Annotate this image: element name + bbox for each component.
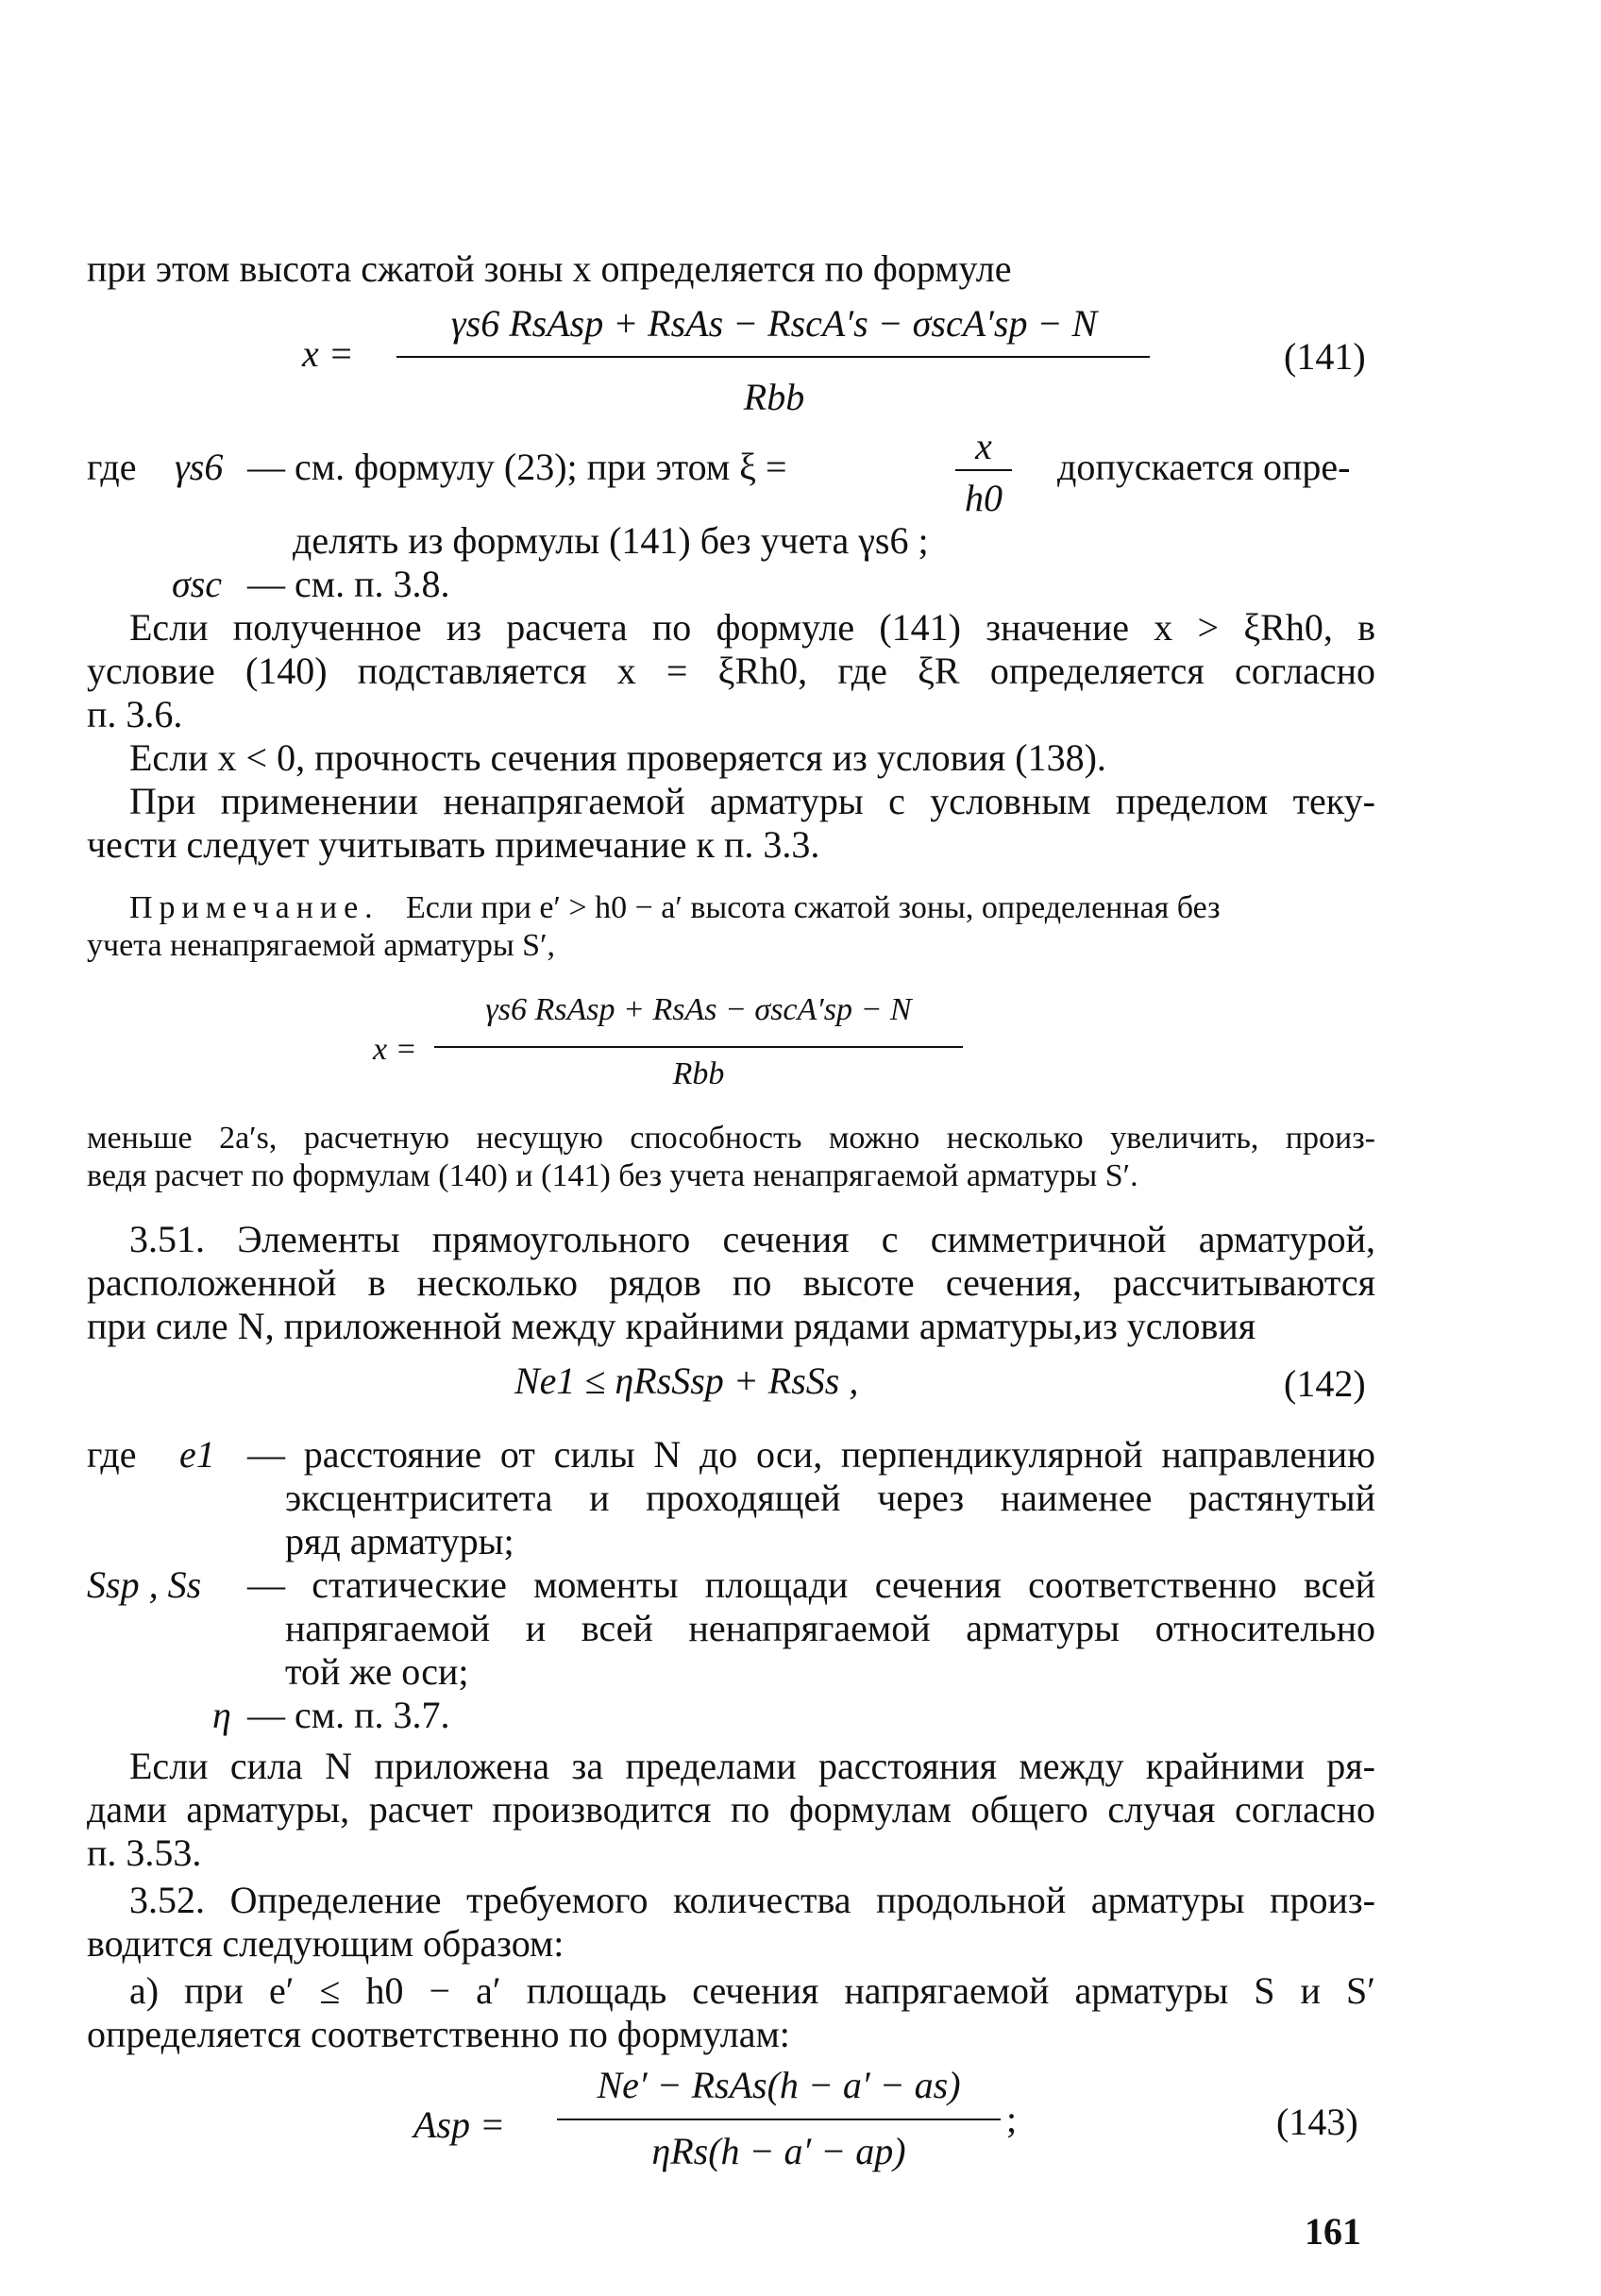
e1-text-3: ряд арматуры; [285, 1520, 514, 1562]
e1-text-2: эксцентриситета и проходящей через наименее растянутый [285, 1477, 1375, 1519]
note-eq-lhs: x = [373, 1032, 417, 1067]
note-line4: ведя расчет по формулам (140) и (141) без учета ненапрягаемой арматуры S′. [87, 1158, 1138, 1193]
page-number: 161 [1305, 2210, 1361, 2253]
where-word-1: где [87, 446, 137, 488]
sigma-text: — см. п. 3.8. [247, 563, 450, 605]
eq143-semicolon: ; [1006, 2098, 1018, 2140]
eq143-fraction-bar [557, 2119, 1001, 2120]
s351-line1: 3.51. Элементы прямоугольного сечения с симметричной арматурой, [129, 1218, 1375, 1260]
s-text-2: напрягаемой и всей ненапрягаемой арматуры относительно [285, 1607, 1375, 1649]
note-label: Примечание. [129, 890, 379, 925]
xi-fraction-bar [955, 469, 1012, 471]
intro-line: при этом высота сжатой зоны x определяется по формуле [87, 247, 1012, 290]
e1-text-1: — расстояние от силы N до оси, перпендикулярной направлению [247, 1433, 1375, 1476]
s352-line1: 3.52. Определение требуемого количества продольной арматуры произ- [129, 1879, 1375, 1921]
eq141-fraction-bar [396, 356, 1150, 358]
para1-line1: Если полученное из расчета по формуле (141) значение x > ξRh0, в [129, 606, 1375, 649]
eq141-number: (141) [1284, 335, 1366, 378]
para1-line2: условие (140) подставляется x = ξRh0, где ξR определяется согласно [87, 650, 1375, 692]
para3-line1: При применении ненапрягаемой арматуры с условным пределом теку- [129, 780, 1375, 822]
note-line2: учета ненапрягаемой арматуры S′, [87, 928, 556, 963]
eta-text: — см. п. 3.7. [247, 1694, 450, 1736]
s-text-1: — статические моменты площади сечения соответственно всей [247, 1563, 1375, 1606]
note-eq-denominator: Rbb [672, 1056, 725, 1091]
xi-denominator: h0 [965, 477, 1003, 519]
eq141-numerator: γs6 RsAsp + RsAs − RscA′s − σscA′sp − N [450, 302, 1098, 345]
para2: Если x < 0, прочность сечения проверяется из условия (138). [129, 736, 1106, 779]
xi-numerator: x [975, 425, 992, 467]
eq142-number: (142) [1284, 1362, 1366, 1405]
eq143-lhs: Asp = [413, 2103, 505, 2146]
eq142: Ne1 ≤ ηRsSsp + RsSs , [514, 1359, 859, 1402]
eq143-numerator: Ne′ − RsAs(h − a′ − as) [597, 2064, 961, 2106]
s352-line4: определяется соответственно по формулам: [87, 2013, 790, 2055]
para1-line3: п. 3.6. [87, 693, 183, 735]
sigma-sc-symbol: σsc [172, 563, 223, 605]
s-symbols: Ssp , Ss [87, 1563, 202, 1606]
where-word-2: где [87, 1433, 137, 1476]
s352-line2: водится следующим образом: [87, 1922, 565, 1965]
note-line3: меньше 2a′s, расчетную несущую способность можно несколько увеличить, произ- [87, 1121, 1375, 1156]
eq141-denominator: Rbb [743, 376, 805, 418]
eta-symbol: η [212, 1694, 231, 1736]
eq141-lhs: x = [302, 332, 354, 375]
s-text-3: той же оси; [285, 1650, 469, 1693]
s351-p-line3: п. 3.53. [87, 1832, 202, 1874]
gamma-s6-symbol: γs6 [175, 446, 224, 488]
s351-line3: при силе N, приложенной между крайними рядами арматуры,из условия [87, 1305, 1256, 1347]
gamma-text-2: допускается опре- [1057, 446, 1351, 488]
s352-line3: а) при e′ ≤ h0 − a′ площадь сечения напрягаемой арматуры S и S′ [129, 1969, 1375, 2012]
s351-p-line2: дами арматуры, расчет производится по формулам общего случая согласно [87, 1788, 1375, 1831]
gamma-text-1: — см. формулу (23); при этом ξ = [247, 446, 787, 488]
note-eq-fraction-bar [434, 1046, 963, 1048]
gamma-text-3: делять из формулы (141) без учета γs6 ; [293, 519, 929, 562]
eq143-denominator: ηRs(h − a′ − ap) [651, 2130, 906, 2172]
note-eq-numerator: γs6 RsAsp + RsAs − σscA′sp − N [485, 992, 912, 1027]
para3-line2: чести следует учитывать примечание к п. 3.3. [87, 823, 820, 866]
note-line1: Если при e′ > h0 − a′ высота сжатой зоны, определенная без [406, 890, 1221, 925]
e1-symbol: e1 [179, 1433, 215, 1476]
s351-line2: расположенной в несколько рядов по высоте сечения, рассчитываются [87, 1261, 1375, 1304]
s351-p-line1: Если сила N приложена за пределами расстояния между крайними ря- [129, 1745, 1375, 1787]
eq143-number: (143) [1276, 2101, 1358, 2143]
